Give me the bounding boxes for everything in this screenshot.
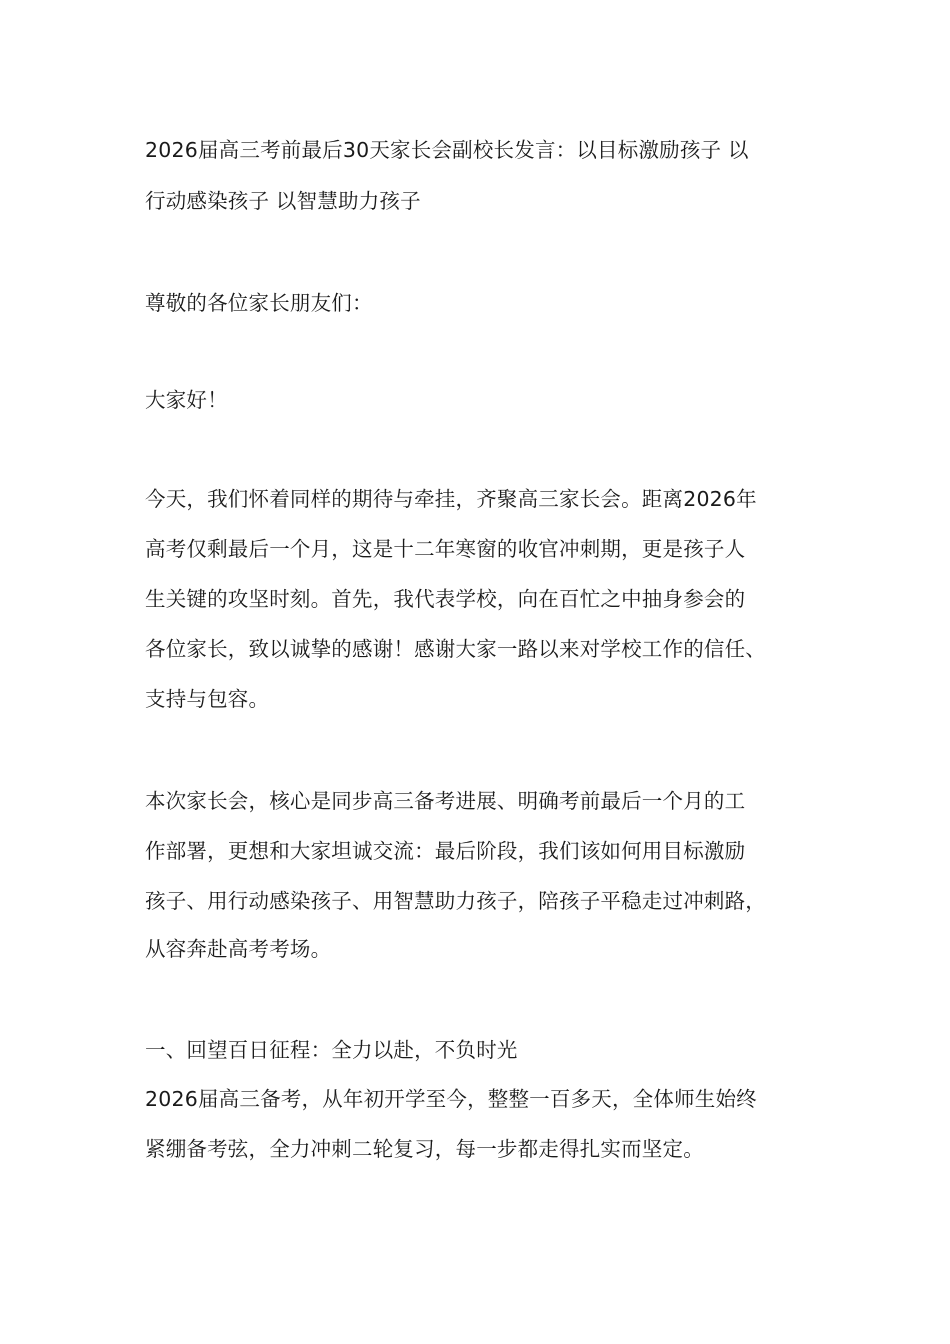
- paragraph-2-line-2: 作部署，更想和大家坦诚交流：最后阶段，我们该如何用目标激励: [145, 839, 746, 863]
- paragraph-1-line-4: 各位家长，致以诚挚的感谢！感谢大家一路以来对学校工作的信任、: [145, 637, 766, 661]
- paragraph-1-line-1: 今天，我们怀着同样的期待与牵挂，齐聚高三家长会。距离2026年: [145, 487, 757, 511]
- paragraph-1-line-3: 生关键的攻坚时刻。首先，我代表学校，向在百忙之中抽身参会的: [145, 587, 746, 611]
- greeting: 大家好！: [145, 388, 228, 412]
- section-1-line-2: 紧绷备考弦，全力冲刺二轮复习，每一步都走得扎实而坚定。: [145, 1137, 704, 1161]
- document-title-line-2: 行动感染孩子 以智慧助力孩子: [145, 189, 421, 213]
- paragraph-2-line-1: 本次家长会，核心是同步高三备考进展、明确考前最后一个月的工: [145, 789, 746, 813]
- paragraph-1-line-2: 高考仅剩最后一个月，这是十二年寒窗的收官冲刺期，更是孩子人: [145, 537, 746, 561]
- section-1-line-1: 2026届高三备考，从年初开学至今，整整一百多天，全体师生始终: [145, 1087, 757, 1111]
- paragraph-1-line-5: 支持与包容。: [145, 687, 270, 711]
- salutation: 尊敬的各位家长朋友们：: [145, 291, 373, 315]
- paragraph-2-line-4: 从容奔赴高考考场。: [145, 937, 332, 961]
- document-title-line-1: 2026届高三考前最后30天家长会副校长发言：以目标激励孩子 以: [145, 138, 749, 162]
- paragraph-2-line-3: 孩子、用行动感染孩子、用智慧助力孩子，陪孩子平稳走过冲刺路，: [145, 889, 766, 913]
- section-1-heading: 一、回望百日征程：全力以赴，不负时光: [145, 1038, 518, 1062]
